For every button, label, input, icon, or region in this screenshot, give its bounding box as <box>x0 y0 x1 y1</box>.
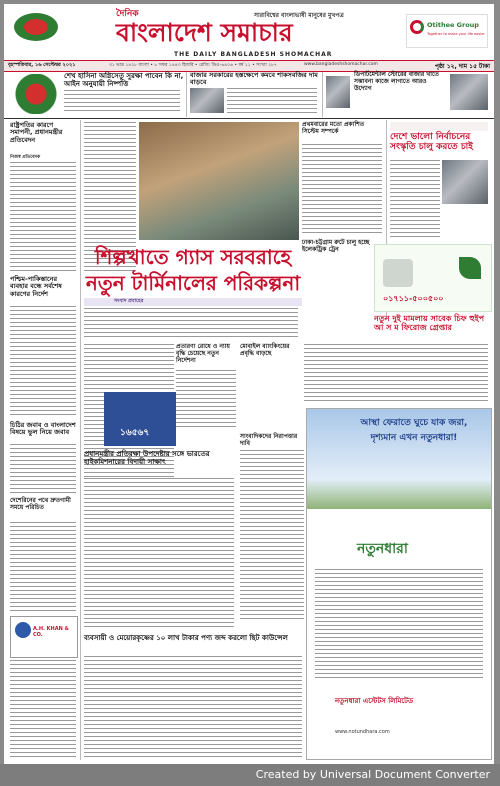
center-story-1-body <box>176 370 236 430</box>
dateline-price: পৃষ্ঠা ১২, দাম ১৫ টাকা <box>434 63 490 70</box>
bank-ad-hotline[interactable]: ১৬৫৬৭ <box>120 428 150 438</box>
right-story-2-body <box>304 344 488 404</box>
top-story-3-headline[interactable]: ডিপার্টমেন্টাল স্টোরের বাজার খাতে সম্ভাবনা কাজে লাগাতে আরও উদ্যোগ <box>354 71 439 92</box>
center-body-1 <box>84 308 298 340</box>
right-story-1-headline[interactable]: দেশে ভালো নির্বাচনের সংস্কৃতি চালু করতে চাই <box>390 132 473 153</box>
green-product-ad[interactable] <box>374 244 492 312</box>
dateline-day: বৃহস্পতিবার, ১৬ সেপ্টেম্বর ২০২১ <box>8 62 76 68</box>
right-story-1-body <box>390 160 440 240</box>
masthead-prefix: দৈনিক <box>116 9 139 19</box>
bottom-story-1-headline[interactable]: ব্যবসায়ী ও মেয়োরকৃষ্ণের ১০ লাখ টাকার পণ্য জব্দ করলো ছিট কাউন্সেল <box>84 634 288 642</box>
lead-headline-line-2[interactable]: নতুন টার্মিনালের পরিকল্পনা <box>85 271 301 295</box>
mid-story-1-headline[interactable]: প্রথমবারের মতো প্রকাশিত সিস্টেম সম্পর্কে <box>302 121 365 135</box>
center-story-3-body <box>84 478 234 628</box>
top-story-3-photo <box>326 76 350 108</box>
left-story-2-body <box>10 306 76 416</box>
center-story-3-headline[interactable]: প্রধানমন্ত্রীর প্রতিরক্ষা উপদেষ্টার সঙ্গে ভারতের হাইকমিশনারের বিদায়ী সাক্ষাৎ <box>84 450 210 467</box>
left-story-1-headline[interactable]: রাষ্ট্রপতির কারণে সমাপনী, প্রধানমন্ত্রীর প্রতিবেদন <box>10 121 63 144</box>
small-company-ad[interactable] <box>10 616 78 658</box>
product-ad-leaf-icon <box>459 257 481 279</box>
real-estate-company: নতুনধারা এস্টেটস লিমিটেড <box>335 697 414 705</box>
real-estate-site[interactable]: www.notundhara.com <box>335 729 390 735</box>
top-story-2-body <box>227 88 317 113</box>
top-story-2-headline[interactable]: বাজার সরকারের হস্তক্ষেপে কমবে শাকসবজির দাম বাড়বে <box>190 71 318 87</box>
brand-ad-name: Otithee Group <box>427 21 479 29</box>
top-story-1-headline[interactable]: শেখ হাসিনা অগ্নিসেতু সুরক্ষা পাবেন কি না, আইন অনুযায়ী নিষ্পত্তি <box>64 72 184 89</box>
left-story-2-headline[interactable]: পশ্চিম-পাকিস্তানের ব্যবহার বন্ধে সর্বশেষ কারণের নির্দেশ <box>10 275 62 298</box>
real-estate-headline: আস্থা ফেরাতে ঘুচে যাক জরা, দৃশ্যমান এখন নতুনধারা! <box>360 418 468 443</box>
product-ad-icon <box>383 259 413 287</box>
parliament-photo <box>139 122 299 240</box>
real-estate-ad[interactable] <box>306 408 492 760</box>
brand-ad-sub: Together to make your life easier <box>427 32 485 36</box>
mid-story-1-body <box>302 144 382 234</box>
center-story-4-headline[interactable]: সাংবাদিকদের নিরাপত্তার দাবি <box>240 433 298 447</box>
newspaper-page <box>4 4 494 764</box>
bank-ad[interactable] <box>104 392 176 446</box>
dateline-details: ৩১ ভাদ্র ১৪২৮ বাংলা • ৮ সফর ১৪৪৩ হিজরি • রেজি: ডিএ-৬৪০৬ • বর্ষ ১১ • সংখ্যা ২৮৭ <box>109 63 277 68</box>
right-section-label <box>390 122 488 131</box>
brand-ad[interactable] <box>406 14 488 48</box>
bottom-story-1-body <box>84 656 302 758</box>
watermark-text: Created by Universal Document Converter <box>255 768 490 781</box>
section-strip <box>84 298 302 306</box>
center-story-2-headline[interactable]: মোবাইল ব্যাংকিংয়ের প্রবৃদ্ধি বাড়ছে <box>240 343 290 357</box>
left-story-1-body <box>10 162 76 272</box>
masthead-tagline: সারাবিশ্বের বাংলাভাষী মানুষের মুখপত্র <box>254 12 344 19</box>
right-story-1-photo <box>442 160 488 204</box>
small-company-logo-icon <box>15 622 31 638</box>
left-story-4-headline[interactable]: দেশেরিনের পথে দ্রুতগামী সময়ে পরিচিত <box>10 497 71 511</box>
product-ad-phone[interactable]: ০১৭১১-৫০০৫০০ <box>383 294 444 303</box>
real-estate-details <box>315 569 483 679</box>
left-story-5-body <box>10 660 76 760</box>
watermark-bar <box>0 764 500 786</box>
center-story-1-headline[interactable]: প্রতারণা রোধে ও ন্যায় বৃদ্ধি চেয়েছে নতুন নির্দেশনা <box>176 343 230 364</box>
masthead-title: বাংলাদেশ সমাচার <box>116 18 293 47</box>
dateline-site[interactable]: www.bangladeshshomachar.com <box>304 62 378 67</box>
emblem-logo <box>12 10 62 44</box>
left-story-3-body <box>10 444 76 494</box>
top-story-2-photo <box>190 88 224 113</box>
top-portrait-photo <box>450 74 488 110</box>
left-story-3-headline[interactable]: চিঠির জবাব ও বাংলাদেশ বিষয়ে ভুল নিয়ে জবাব <box>10 421 76 437</box>
small-company-name: A.H. KHAN & CO. <box>33 626 69 638</box>
brand-ad-icon <box>410 20 424 34</box>
left-story-1-byline: নিজস্ব প্রতিবেদক <box>10 155 41 160</box>
lead-headline-line-1[interactable]: শিল্পখাতে গ্যাস সরবরাহে <box>94 245 292 269</box>
section-strip-label: সংবাদ প্রবাহের <box>114 298 144 304</box>
center-story-4-body <box>240 450 304 620</box>
left-story-4-body <box>10 522 76 612</box>
real-estate-brand: নতুনধারা <box>357 541 408 557</box>
mid-story-3-headline[interactable]: ঢাকা-চট্টগ্রাম রুটে চালু হচ্ছে ইলেকট্রিক ট্রেন <box>302 239 370 253</box>
masthead-english: THE DAILY BANGLADESH SHOMACHAR <box>174 51 333 58</box>
right-story-2-headline[interactable]: নতুন দুই মামলায় সাবেক চিফ হুইপ আ স ম ফিরোজ গ্রেপ্তার <box>374 314 485 333</box>
top-story-1-body <box>64 90 180 112</box>
ad-emblem-left <box>10 74 62 114</box>
